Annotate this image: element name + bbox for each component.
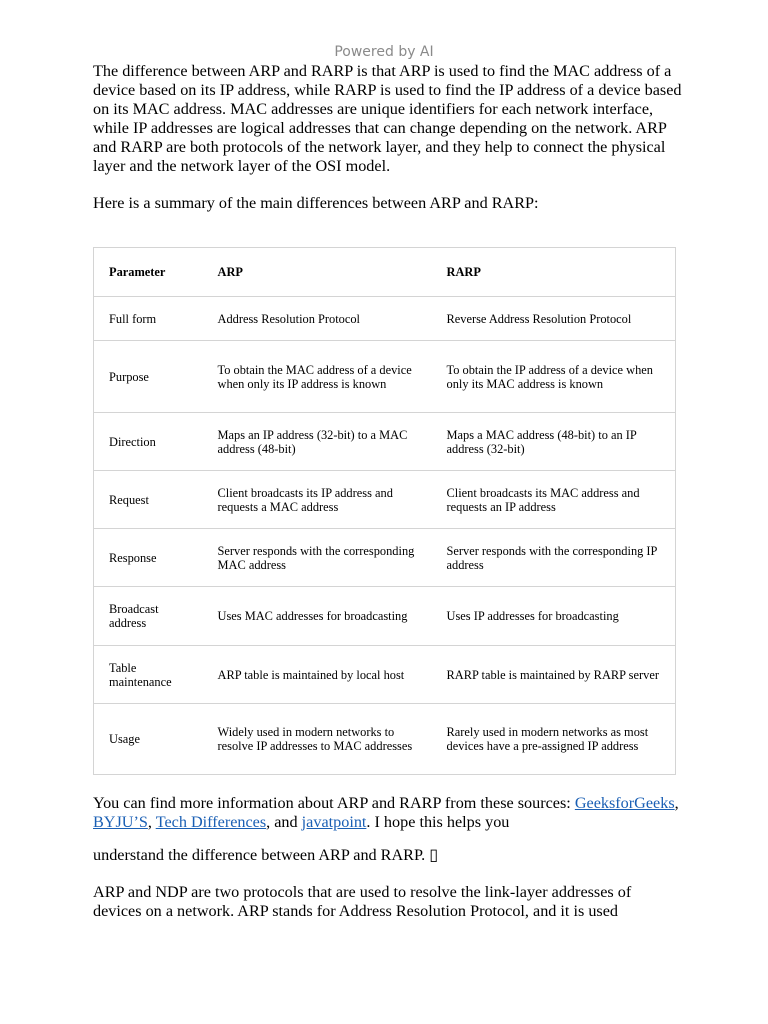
- table-cell-rarp: Reverse Address Resolution Protocol: [435, 297, 676, 341]
- table-row: [94, 529, 676, 587]
- table-header-row: [94, 248, 676, 297]
- link-geeksforgeeks[interactable]: GeeksforGeeks: [574, 794, 675, 812]
- sources-separator: , and: [266, 813, 302, 831]
- sources-lead-text: You can find more information about ARP and RARP from these sources:: [93, 794, 575, 812]
- table-cell-rarp: Client broadcasts its MAC address and requests an IP address: [435, 471, 676, 529]
- comparison-table-wrapper: [93, 247, 675, 775]
- table-cell-parameter: Broadcast address: [94, 587, 206, 646]
- sources-tail-text: . I hope this helps you: [366, 813, 510, 831]
- table-row: [94, 297, 676, 341]
- next-paragraph: ARP and NDP are two protocols that are used to resolve the link-layer addresses of devices on a network. ARP stands for Address Resolution Protocol, and it is used: [93, 883, 632, 920]
- document-body: [93, 62, 683, 213]
- table-cell-rarp: Maps a MAC address (48-bit) to an IP address (32-bit): [435, 413, 676, 471]
- sources-separator: ,: [147, 813, 156, 831]
- sources-paragraph: [93, 794, 683, 832]
- table-cell-rarp: Server responds with the corresponding IP address: [435, 529, 676, 587]
- table-cell-arp: Server responds with the corresponding MAC address: [206, 529, 435, 587]
- table-cell-rarp: Rarely used in modern networks as most devices have a pre-assigned IP address: [435, 704, 676, 775]
- table-row: [94, 341, 676, 413]
- link-tech-differences[interactable]: Tech Differences: [155, 813, 267, 831]
- comparison-table: [93, 247, 676, 775]
- table-row: [94, 646, 676, 704]
- table-cell-arp: ARP table is maintained by local host: [206, 646, 435, 704]
- table-row: [94, 704, 676, 775]
- intro-paragraph: The difference between ARP and RARP is that ARP is used to find the MAC address of a device based on its IP address, while RARP is used to find the IP address of a device based on its MAC address. MAC addresses are unique identifiers for each network interface, while IP addresses are logical addresses that can change depending on the network. ARP and RARP are both protocols of the network layer, and they help to connect the physical layer and the network layer of the OSI model.: [93, 62, 682, 175]
- sources-separator: ,: [674, 794, 679, 812]
- table-cell-parameter: Direction: [94, 413, 206, 471]
- table-cell-rarp: RARP table is maintained by RARP server: [435, 646, 676, 704]
- summary-lead-paragraph: Here is a summary of the main differences between ARP and RARP:: [93, 194, 539, 212]
- table-cell-parameter: Request: [94, 471, 206, 529]
- table-cell-arp: Maps an IP address (32-bit) to a MAC address (48-bit): [206, 413, 435, 471]
- table-header-cell: Parameter: [94, 248, 206, 297]
- table-cell-parameter: Response: [94, 529, 206, 587]
- table-cell-arp: Widely used in modern networks to resolve IP addresses to MAC addresses: [206, 704, 435, 775]
- table-cell-parameter: Usage: [94, 704, 206, 775]
- table-cell-arp: Client broadcasts its IP address and requests a MAC address: [206, 471, 435, 529]
- table-cell-rarp: Uses IP addresses for broadcasting: [435, 587, 676, 646]
- link-javatpoint[interactable]: javatpoint: [301, 813, 367, 831]
- table-cell-parameter: Full form: [94, 297, 206, 341]
- table-header-cell: ARP: [206, 248, 435, 297]
- table-row: [94, 413, 676, 471]
- table-cell-arp: Uses MAC addresses for broadcasting: [206, 587, 435, 646]
- table-cell-parameter: Purpose: [94, 341, 206, 413]
- table-row: [94, 587, 676, 646]
- table-header-cell: RARP: [435, 248, 676, 297]
- sources-closing-line: understand the difference between ARP and RARP. ▯: [93, 846, 439, 864]
- powered-by-label: Powered by AI: [334, 44, 434, 60]
- table-row: [94, 471, 676, 529]
- link-byjus[interactable]: BYJU’S: [93, 813, 148, 831]
- table-cell-arp: To obtain the MAC address of a device when only its IP address is known: [206, 341, 435, 413]
- sources-section: [93, 794, 683, 921]
- table-cell-arp: Address Resolution Protocol: [206, 297, 435, 341]
- table-cell-parameter: Table maintenance: [94, 646, 206, 704]
- table-cell-rarp: To obtain the IP address of a device when only its MAC address is known: [435, 341, 676, 413]
